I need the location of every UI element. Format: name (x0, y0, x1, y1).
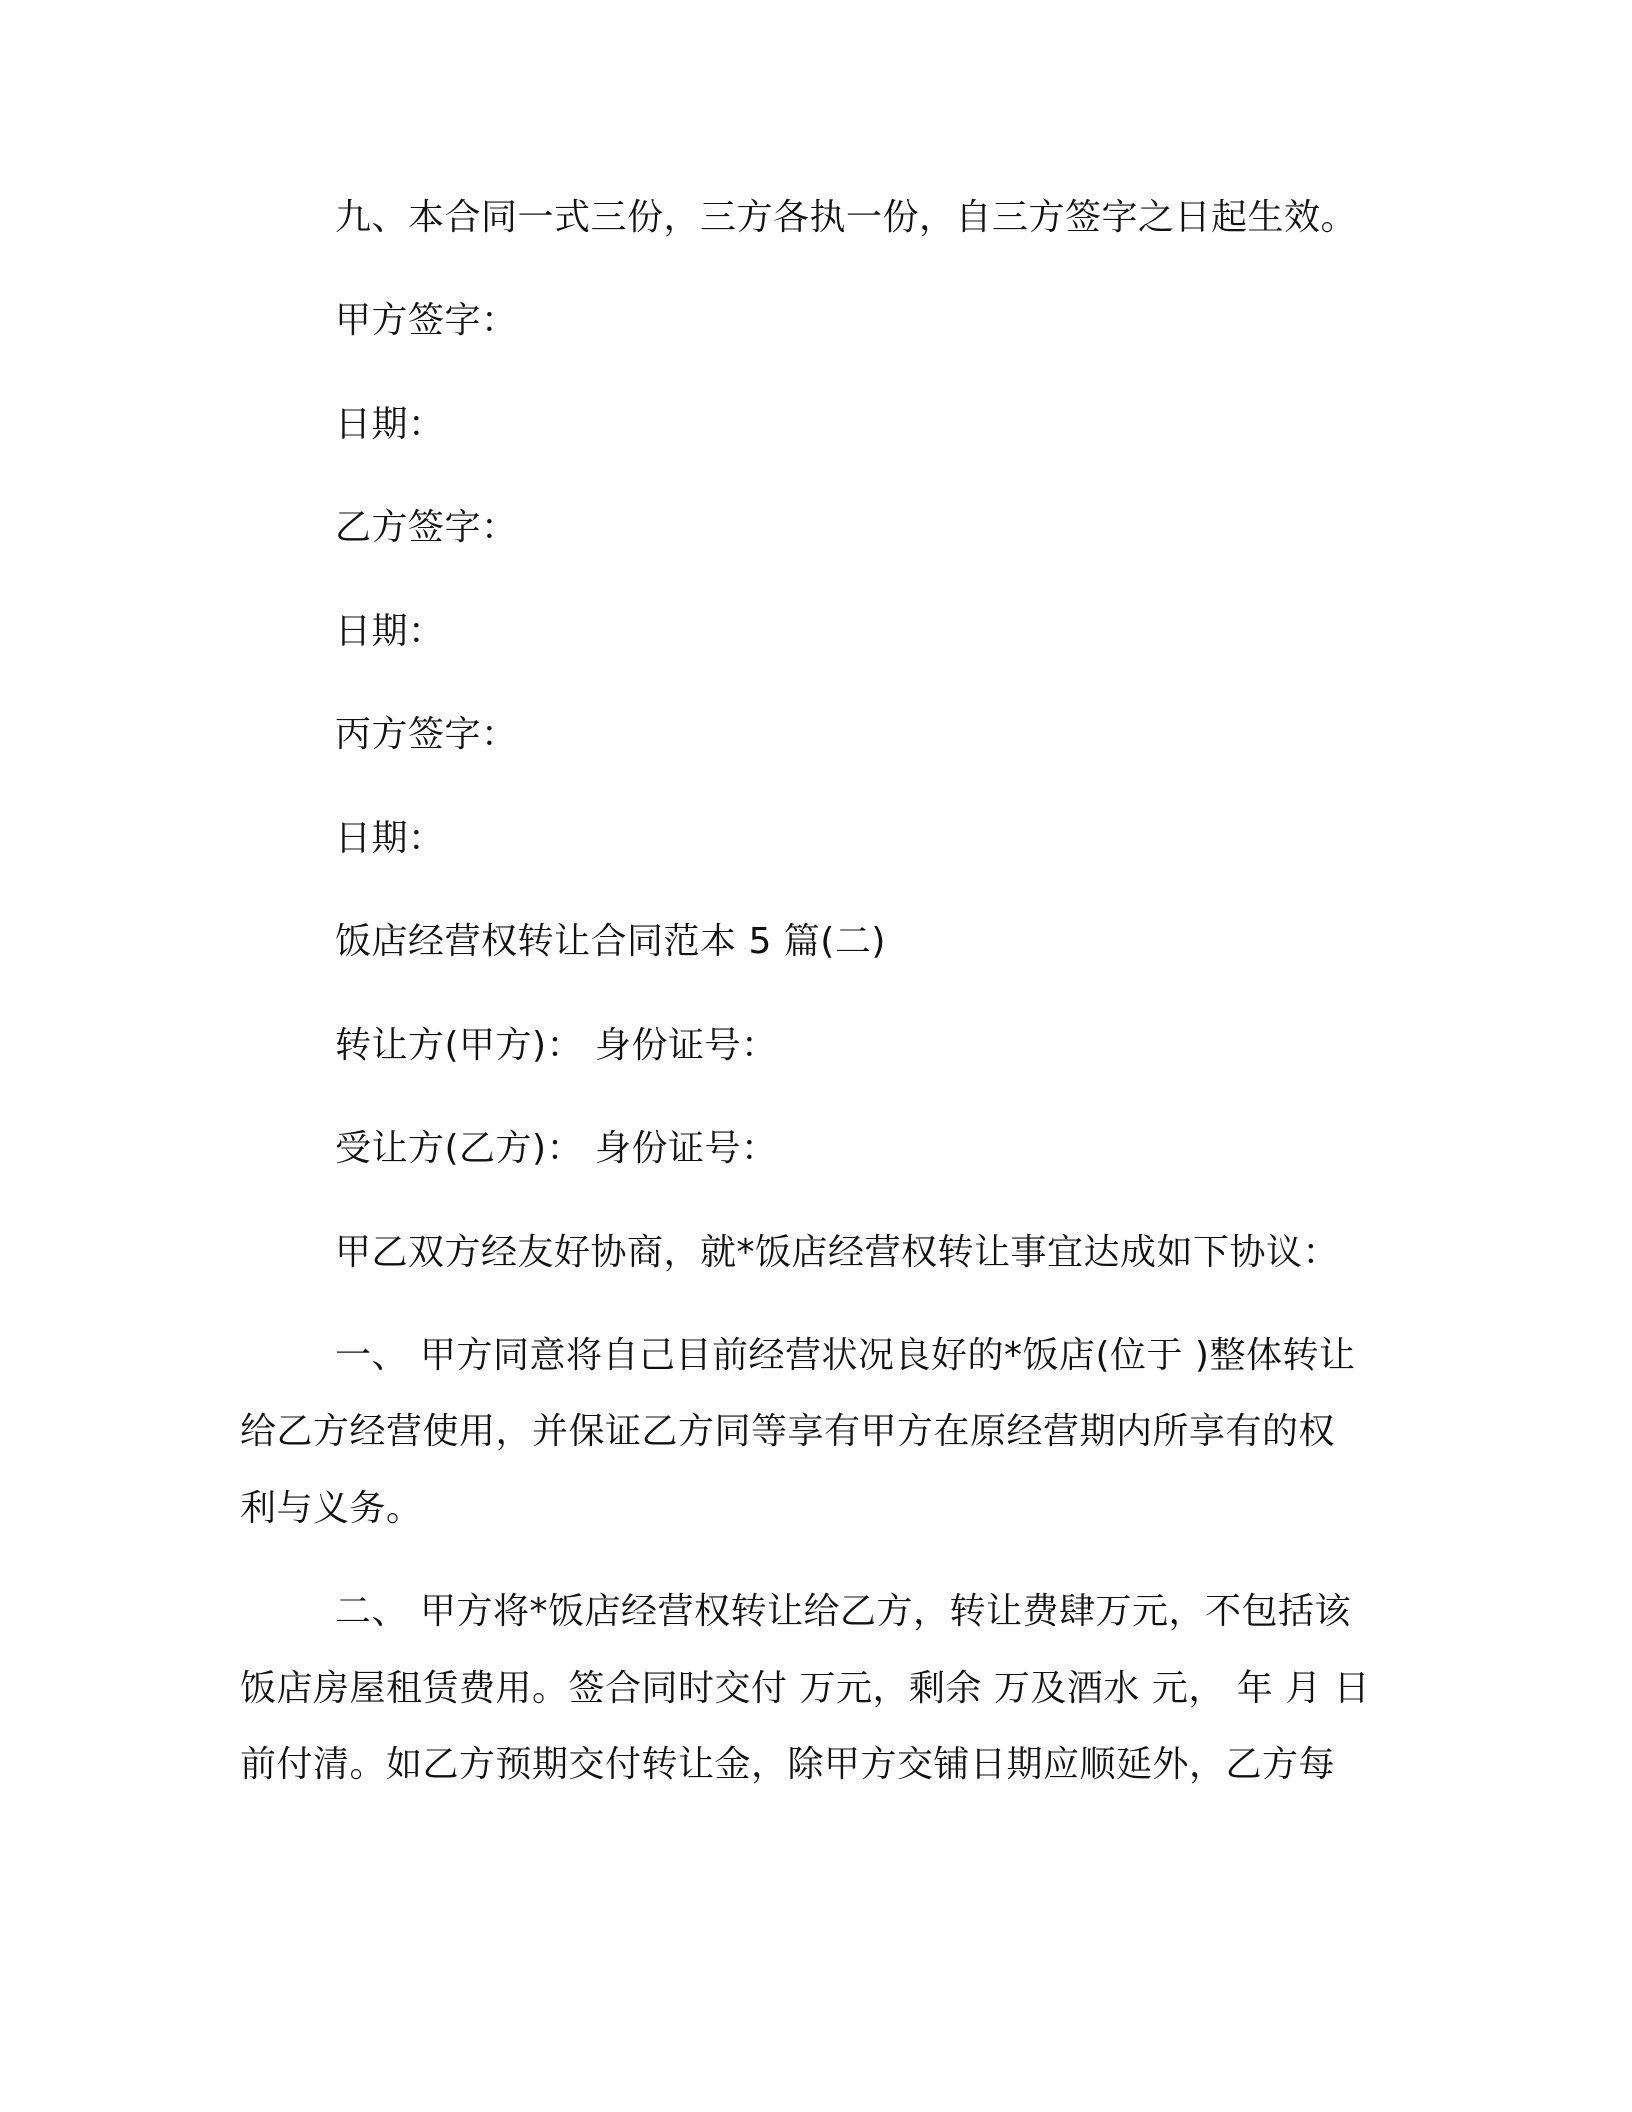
clause-nine: 九、本合同一式三份，三方各执一份，自三方签字之日起生效。 (335, 197, 1358, 238)
clause-one-line-2: 给乙方经营使用，并保证乙方同等享有甲方在原经营期内所享有的权 (240, 1411, 1336, 1452)
party-a-date-label: 日期： (335, 404, 445, 445)
clause-two-line-2: 饭店房屋租赁费用。签合同时交付 万元，剩余 万及酒水 元， 年 月 日 (240, 1668, 1371, 1709)
transferor-line: 转让方(甲方)： 身份证号： (335, 1025, 778, 1066)
clause-one-line-3: 利与义务。 (240, 1488, 423, 1529)
clause-two-line-3: 前付清。如乙方预期交付转让金，除甲方交铺日期应顺延外，乙方每 (240, 1744, 1336, 1785)
party-b-date-label: 日期： (335, 611, 445, 652)
party-c-date-label: 日期： (335, 818, 445, 859)
clause-two-line-1: 二、 甲方将*饭店经营权转让给乙方，转让费肆万元，不包括该 (335, 1591, 1351, 1632)
party-b-signature-label: 乙方签字： (335, 507, 518, 548)
transferee-line: 受让方(乙方)： 身份证号： (335, 1128, 778, 1169)
party-c-signature-label: 丙方签字： (335, 714, 518, 755)
section-title: 饭店经营权转让合同范本 5 篇(二) (335, 921, 886, 962)
agreement-intro: 甲乙双方经友好协商，就*饭店经营权转让事宜达成如下协议： (335, 1232, 1340, 1273)
party-a-signature-label: 甲方签字： (335, 300, 518, 341)
clause-one-line-1: 一、 甲方同意将自己目前经营状况良好的*饭店(位于 )整体转让 (335, 1335, 1356, 1376)
